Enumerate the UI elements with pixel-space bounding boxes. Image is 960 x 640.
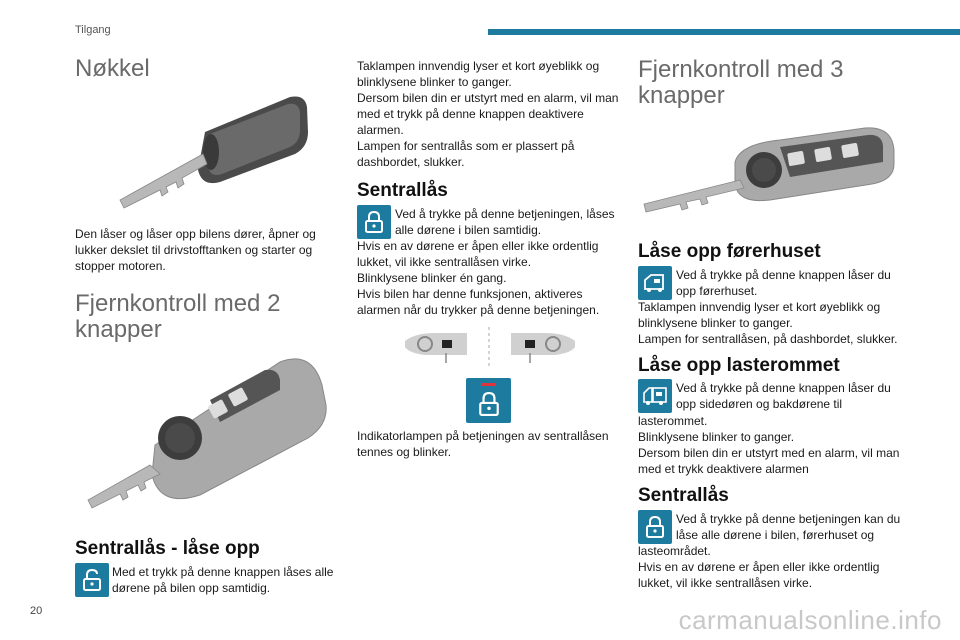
- remote-2-illustration: [80, 350, 330, 520]
- central-lock-text: Hvis en av dørene er åpen eller ikke ordentlig lukket, vil ikke sentrallåsen virke. Blinklysene blinker én gang. Hvis bilen har denne funksjonen, aktiveres alarmen når du trykker på denne betjeningen.: [357, 239, 600, 317]
- heading-central-lock: Sentrallås: [357, 180, 448, 201]
- intro-text: Taklampen innvendig lyser et kort øyeblikk og blinklysene blinker to ganger. Dersom bilen din er utstyrt med en alarm, vil man med et trykk på denne knappen deaktivere alarmen. Lampen for sentrallås som er plassert på dashbordet, slukker.: [357, 59, 619, 169]
- lock-indicator-box: [466, 378, 511, 423]
- indicator-text: Indikatorlampen på betjeningen av sentrallåsen tennes og blinker.: [357, 429, 609, 459]
- page-number: 20: [30, 605, 43, 617]
- heading-unlock-cargo: Låse opp lasterommet: [638, 355, 840, 376]
- indicator-lamp: [481, 383, 496, 386]
- heading-central-unlock: Sentrallås - låse opp: [75, 538, 260, 559]
- unlock-icon: [83, 569, 101, 591]
- central-lock-icon-text: Ved å trykke på denne betjeningen, låses alle dørene i bilen samtidig.: [395, 207, 615, 237]
- dashboard-indicator-illustration: [405, 325, 575, 370]
- section-bar: [488, 29, 960, 35]
- central-lock-3-icon-text: Ved å trykke på denne betjeningen kan du låse alle dørene i bilen, førerhuset og: [676, 512, 901, 542]
- central-unlock-text: Med et trykk på denne knappen låses alle dørene på bilen opp samtidig.: [112, 565, 334, 595]
- title-key: Nøkkel: [75, 55, 150, 82]
- unlock-icon-box: [75, 563, 109, 597]
- lock-icon-box-3: [638, 510, 672, 544]
- heading-central-lock-3: Sentrallås: [638, 485, 729, 506]
- central-lock-3-text: lasteområdet. Hvis en av dørene er åpen eller ikke ordentlig lukket, vil ikke sentrallåsen virke.: [638, 544, 880, 590]
- truck-cab-icon: [643, 273, 667, 293]
- cargo-icon-box: [638, 379, 672, 413]
- title-remote-3: Fjernkontroll med 3 knapper: [638, 56, 844, 109]
- truck-cargo-icon: [642, 386, 668, 406]
- cab-icon-text: Ved å trykke på denne knappen låser du opp førerhuset.: [676, 268, 891, 298]
- cargo-icon-text: Ved å trykke på denne knappen låser du opp sidedøren og bakdørene til: [676, 381, 891, 411]
- lock-icon: [365, 211, 383, 233]
- cab-icon-box: [638, 266, 672, 300]
- section-label: Tilgang: [75, 24, 111, 36]
- lock-indicator-icon: [479, 392, 499, 416]
- lock-icon: [646, 516, 664, 538]
- title-remote-2: Fjernkontroll med 2 knapper: [75, 290, 281, 343]
- heading-unlock-cab: Låse opp førerhuset: [638, 241, 821, 262]
- watermark: carmanualsonline.info: [678, 605, 942, 635]
- lock-icon-box: [357, 205, 391, 239]
- key-illustration: [110, 92, 310, 217]
- remote-3-illustration: [640, 122, 900, 217]
- cargo-text: lasterommet. Blinklysene blinker to ganger. Dersom bilen din er utstyrt med en alarm, vil man med et trykk deaktivere alarmen: [638, 414, 900, 476]
- cab-text: Taklampen innvendig lyser et kort øyeblikk og blinklysene blinker to ganger. Lampen for sentrallåsen, på dashbordet, slukker.: [638, 300, 898, 346]
- key-description: Den låser og låser opp bilens dører, åpner og lukker dekslet til drivstofftanken og starter og stopper motoren.: [75, 227, 316, 273]
